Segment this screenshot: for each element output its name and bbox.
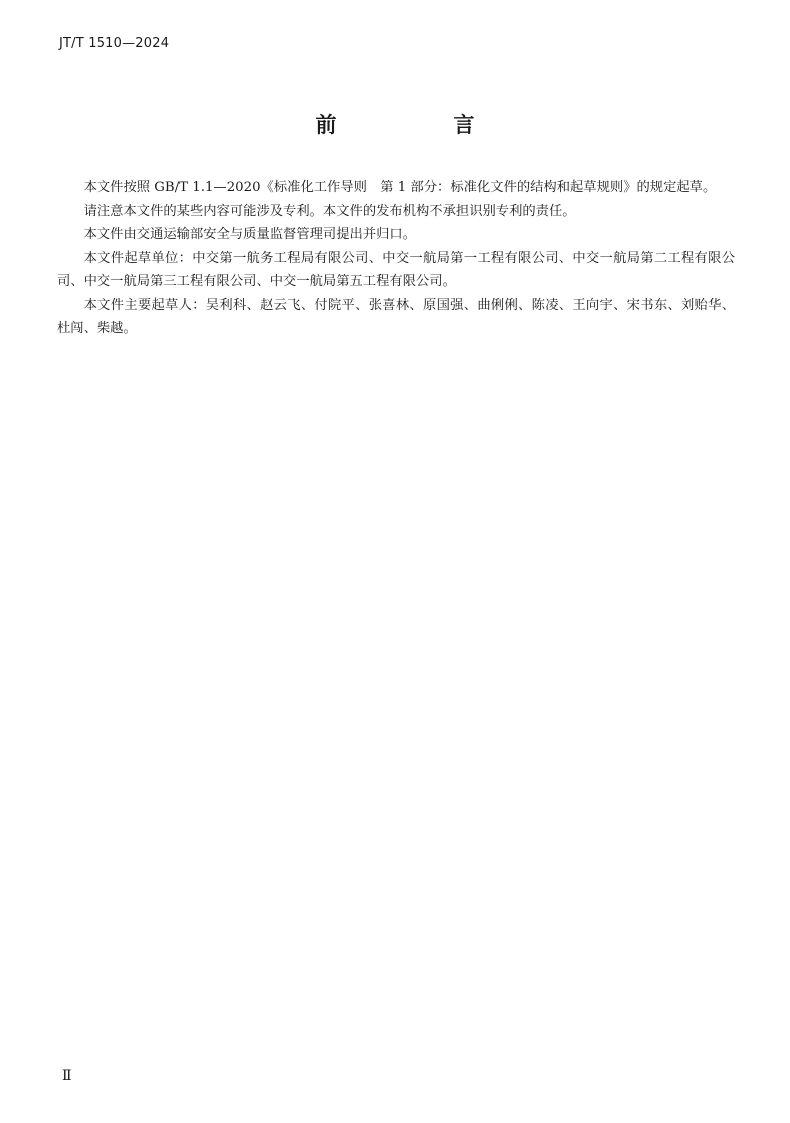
paragraph-proposer: 本文件由交通运输部安全与质量监督管理司提出并归口。 [83, 227, 417, 242]
paragraph-drafting-basis: 本文件按照 GB/T 1.1—2020《标准化工作导则 第 1 部分：标准化文件的结构和起草规则》的规定起草。 [83, 180, 717, 195]
paragraph-drafters: 本文件主要起草人：吴利科、赵云飞、付院平、张喜林、原国强、曲俐俐、陈凌、王向宇、宋书东、刘贻华、杜闯、柴越。 [57, 297, 735, 336]
page-title: 前 言 [315, 113, 523, 137]
page-number: Ⅱ [62, 1068, 72, 1084]
paragraph-drafting-units: 本文件起草单位：中交第一航务工程局有限公司、中交一航局第一工程有限公司、中交一航局第二工程有限公司、中交一航局第三工程有限公司、中交一航局第五工程有限公司。 [57, 250, 735, 289]
paragraph-patent-notice: 请注意本文件的某些内容可能涉及专利。本文件的发布机构不承担识别专利的责任。 [83, 203, 576, 219]
standard-code: JT/T 1510—2024 [59, 36, 170, 51]
preface-body [57, 176, 735, 341]
